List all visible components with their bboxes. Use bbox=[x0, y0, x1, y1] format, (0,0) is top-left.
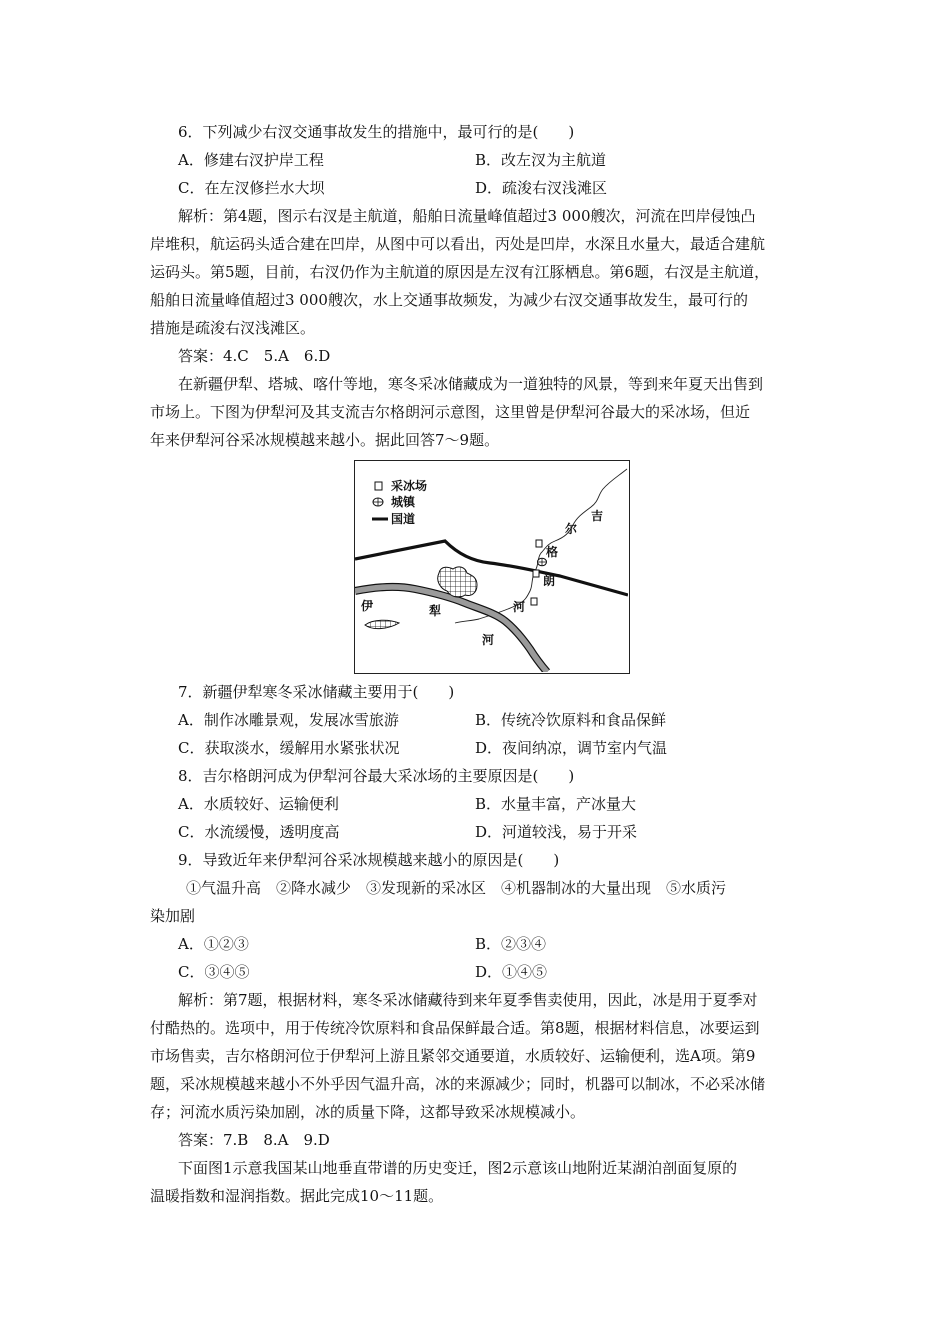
label-ge: 格 bbox=[546, 545, 559, 559]
town-marker bbox=[538, 558, 547, 566]
town-legend-icon bbox=[373, 498, 383, 506]
q6-stem: 6．下列减少右汊交通事故发生的措施中，最可行的是( ) bbox=[178, 123, 575, 141]
ice-field-legend-icon bbox=[375, 482, 382, 490]
analysis2-line: 市场售卖，吉尔格朗河位于伊犁河上游且紧邻交通要道，水质较好、运输便利，选A项。第9 bbox=[150, 1047, 756, 1065]
legend-town-label: 城镇 bbox=[391, 495, 416, 509]
q8-option-d: D．河道较浅，易于开采 bbox=[475, 823, 638, 841]
q8-option-b: B．水量丰富，产冰量大 bbox=[475, 795, 637, 813]
q6-option-b: B．改左汊为主航道 bbox=[475, 151, 607, 169]
analysis2-line: 付酷热的。选项中，用于传统冷饮原料和食品保鲜最合适。第8题，根据材料信息，冰要运到 bbox=[150, 1019, 760, 1037]
intro3-line: 温暖指数和湿润指数。据此完成10～11题。 bbox=[150, 1187, 444, 1205]
q9-option-a: A．①②③ bbox=[178, 935, 249, 953]
intro2-line: 年来伊犁河谷采冰规模越来越小。据此回答7～9题。 bbox=[150, 431, 500, 449]
label-er: 尔 bbox=[565, 522, 578, 536]
q8-option-c: C．水流缓慢，透明度高 bbox=[178, 823, 340, 841]
analysis2-line: 存；河流水质污染加剧，冰的质量下降，这都导致采冰规模减小。 bbox=[150, 1103, 586, 1121]
q9-stem: 9．导致近年来伊犁河谷采冰规模越来越小的原因是( ) bbox=[178, 851, 560, 869]
q9-option-d: D．①④⑤ bbox=[475, 963, 548, 981]
q7-option-d: D．夜间纳凉，调节室内气温 bbox=[475, 739, 668, 757]
analysis1-line: 岸堆积，航运码头适合建在凹岸，从图中可以看出，丙处是凹岸，水深且水量大，最适合建航 bbox=[150, 235, 766, 253]
analysis2-line: 题，采冰规模越来越小不外乎因气温升高，冰的来源减少；同时，机器可以制冰，不必采冰储 bbox=[150, 1075, 766, 1093]
analysis2-line: 解析：第7题，根据材料，寒冬采冰储藏待到来年夏季售卖使用，因此，冰是用于夏季对 bbox=[178, 991, 758, 1009]
intro2-line: 市场上。下图为伊犁河及其支流吉尔格朗河示意图，这里曾是伊犁河谷最大的采冰场，但近 bbox=[150, 403, 751, 421]
ili-river-map bbox=[354, 460, 630, 674]
label-he-tributary: 河 bbox=[513, 600, 526, 614]
analysis1-line: 运码头。第5题，目前，右汊仍作为主航道的原因是左汊有江豚栖息。第6题，右汊是主航道， bbox=[150, 263, 770, 281]
ice-field-marker bbox=[531, 598, 537, 605]
intro3-line: 下面图1示意我国某山地垂直带谱的历史变迁，图2示意该山地附近某湖泊剖面复原的 bbox=[178, 1159, 738, 1177]
q6-option-d: D．疏浚右汊浅滩区 bbox=[475, 179, 608, 197]
intro2-line: 在新疆伊犁、塔城、喀什等地，寒冬采冰储藏成为一道独特的风景，等到来年夏天出售到 bbox=[178, 375, 764, 393]
q9-items-line1: ①气温升高 ②降水减少 ③发现新的采冰区 ④机器制冰的大量出现 ⑤水质污 bbox=[186, 879, 727, 897]
legend-ice-field-label: 采冰场 bbox=[391, 479, 428, 493]
q6-option-a: A．修建右汊护岸工程 bbox=[178, 151, 324, 169]
q7-option-c: C．获取淡水，缓解用水紧张状况 bbox=[178, 739, 400, 757]
answer2: 答案：7.B 8.A 9.D bbox=[178, 1131, 330, 1149]
q9-option-c: C．③④⑤ bbox=[178, 963, 250, 981]
q9-option-b: B．②③④ bbox=[475, 935, 547, 953]
label-he-main: 河 bbox=[482, 633, 495, 647]
ice-field-marker bbox=[536, 540, 542, 547]
analysis1-line: 解析：第4题，图示右汊是主航道，船舶日流量峰值超过3 000艘次，河流在凹岸侵蚀凸 bbox=[178, 207, 756, 225]
q9-items-line2: 染加剧 bbox=[150, 907, 196, 925]
legend-highway-label: 国道 bbox=[391, 512, 416, 526]
analysis1-line: 船舶日流量峰值超过3 000艘次，水上交通事故频发，为减少右汊交通事故发生，最可行的 bbox=[150, 291, 748, 309]
q8-option-a: A．水质较好、运输便利 bbox=[178, 795, 339, 813]
q7-option-b: B．传统冷饮原料和食品保鲜 bbox=[475, 711, 667, 729]
label-lang: 朗 bbox=[543, 574, 556, 588]
q7-option-a: A．制作冰雕景观，发展冰雪旅游 bbox=[178, 711, 399, 729]
q6-option-c: C．在左汊修拦水大坝 bbox=[178, 179, 325, 197]
analysis1-line: 措施是疏浚右汊浅滩区。 bbox=[150, 319, 316, 337]
map-legend bbox=[372, 478, 427, 526]
label-li: 犁 bbox=[429, 604, 442, 618]
q7-stem: 7．新疆伊犁寒冬采冰储藏主要用于( ) bbox=[178, 683, 455, 701]
answer1: 答案：4.C 5.A 6.D bbox=[178, 347, 331, 365]
ice-field-marker bbox=[533, 570, 539, 577]
label-yi: 伊 bbox=[361, 599, 374, 613]
town-area-small bbox=[365, 620, 399, 628]
label-ji: 吉 bbox=[591, 509, 604, 523]
q8-stem: 8．吉尔格朗河成为伊犁河谷最大采冰场的主要原因是( ) bbox=[178, 767, 575, 785]
